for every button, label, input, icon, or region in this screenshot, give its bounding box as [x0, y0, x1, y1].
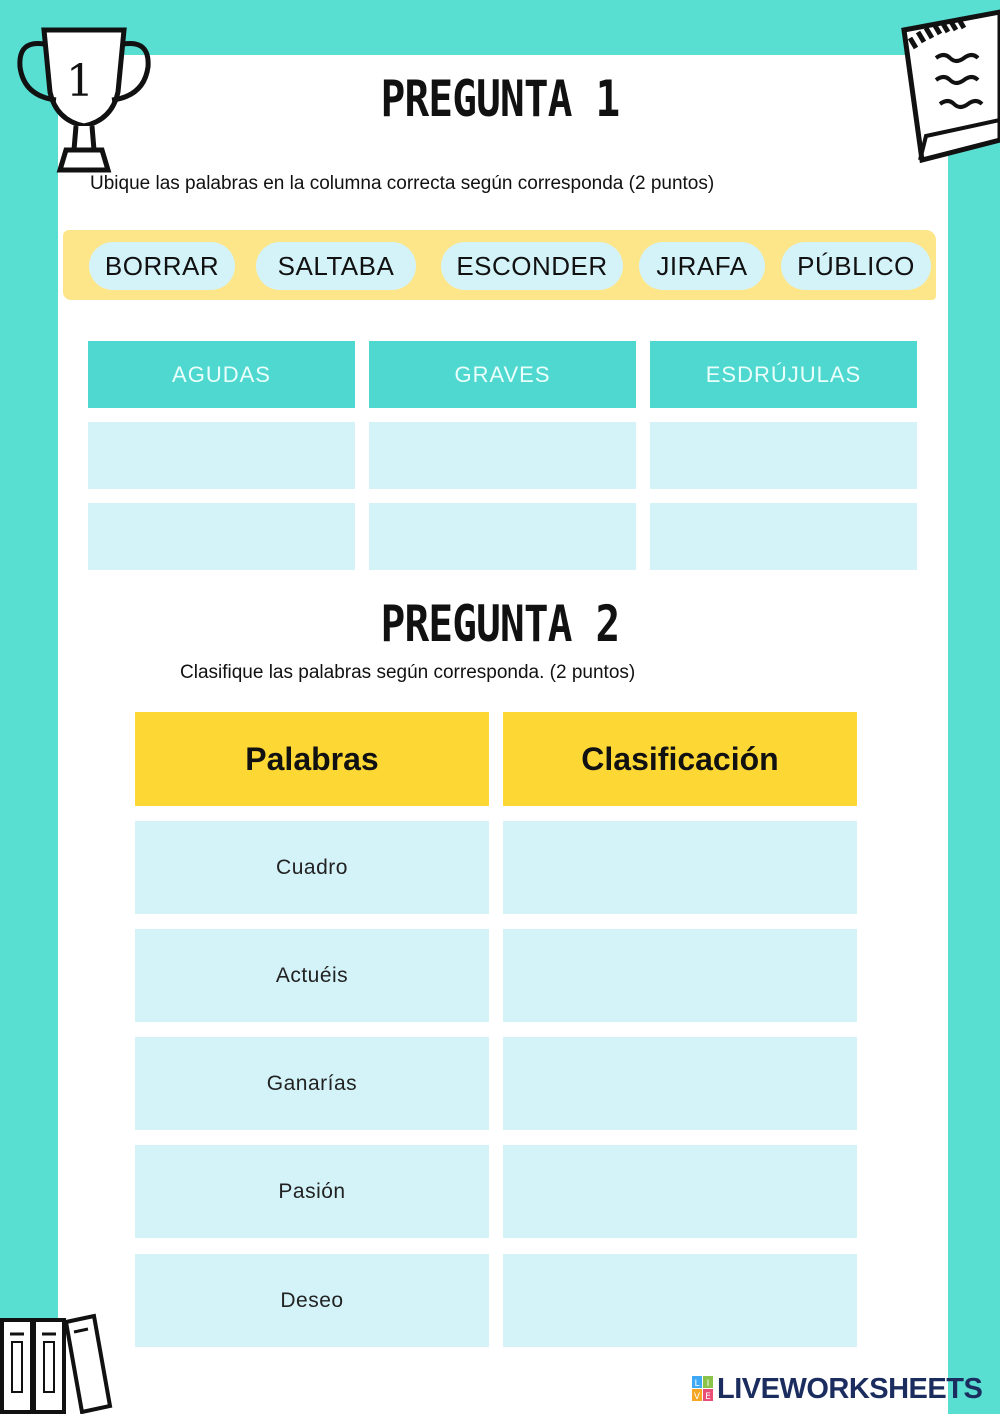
liveworksheets-brand[interactable]: [692, 1373, 982, 1405]
drop-zone-graves-1[interactable]: [369, 422, 636, 489]
brand-name: LIVEWORKSHEETS: [717, 1372, 983, 1405]
answer-field-actueis[interactable]: [503, 929, 857, 1022]
word-cell-actueis: Actuéis: [135, 929, 489, 1022]
answer-field-ganarias[interactable]: [503, 1037, 857, 1130]
header-palabras: Palabras: [135, 712, 489, 806]
question2-instruction: Clasifique las palabras según corresponda. (2 puntos): [180, 662, 636, 683]
column-header-graves: GRAVES: [369, 341, 636, 408]
trophy-number: 1: [66, 56, 94, 107]
svg-text:I: I: [706, 1379, 710, 1389]
word-chip-esconder[interactable]: ESCONDER: [441, 242, 623, 290]
svg-text:E: E: [705, 1392, 711, 1402]
word-chip-saltaba[interactable]: SALTABA: [256, 242, 416, 290]
word-chip-borrar[interactable]: BORRAR: [89, 242, 235, 290]
question2-title: PREGUNTA 2: [380, 595, 620, 653]
drop-zone-esdrujulas-1[interactable]: [650, 422, 917, 489]
word-cell-ganarias: Ganarías: [135, 1037, 489, 1130]
liveworksheets-logo-icon: [692, 1376, 714, 1402]
header-clasificacion: Clasificación: [503, 712, 857, 806]
svg-text:V: V: [693, 1392, 701, 1402]
word-chip-jirafa[interactable]: JIRAFA: [639, 242, 765, 290]
question1-instruction: Ubique las palabras en la columna correcta según corresponda (2 puntos): [90, 173, 715, 194]
word-cell-pasion: Pasión: [135, 1145, 489, 1238]
notepad-icon: [896, 8, 1000, 166]
answer-field-cuadro[interactable]: [503, 821, 857, 914]
drop-zone-agudas-1[interactable]: [88, 422, 355, 489]
drop-zone-graves-2[interactable]: [369, 503, 636, 570]
books-icon: [0, 1312, 114, 1414]
drop-zone-esdrujulas-2[interactable]: [650, 503, 917, 570]
answer-field-pasion[interactable]: [503, 1145, 857, 1238]
drop-zone-agudas-2[interactable]: [88, 503, 355, 570]
word-cell-deseo: Deseo: [135, 1254, 489, 1347]
column-header-agudas: AGUDAS: [88, 341, 355, 408]
question1-title: PREGUNTA 1: [380, 70, 620, 128]
column-header-esdrujulas: ESDRÚJULAS: [650, 341, 917, 408]
word-cell-cuadro: Cuadro: [135, 821, 489, 914]
answer-field-deseo[interactable]: [503, 1254, 857, 1347]
word-chip-publico[interactable]: PÚBLICO: [781, 242, 931, 290]
svg-text:L: L: [694, 1379, 700, 1389]
